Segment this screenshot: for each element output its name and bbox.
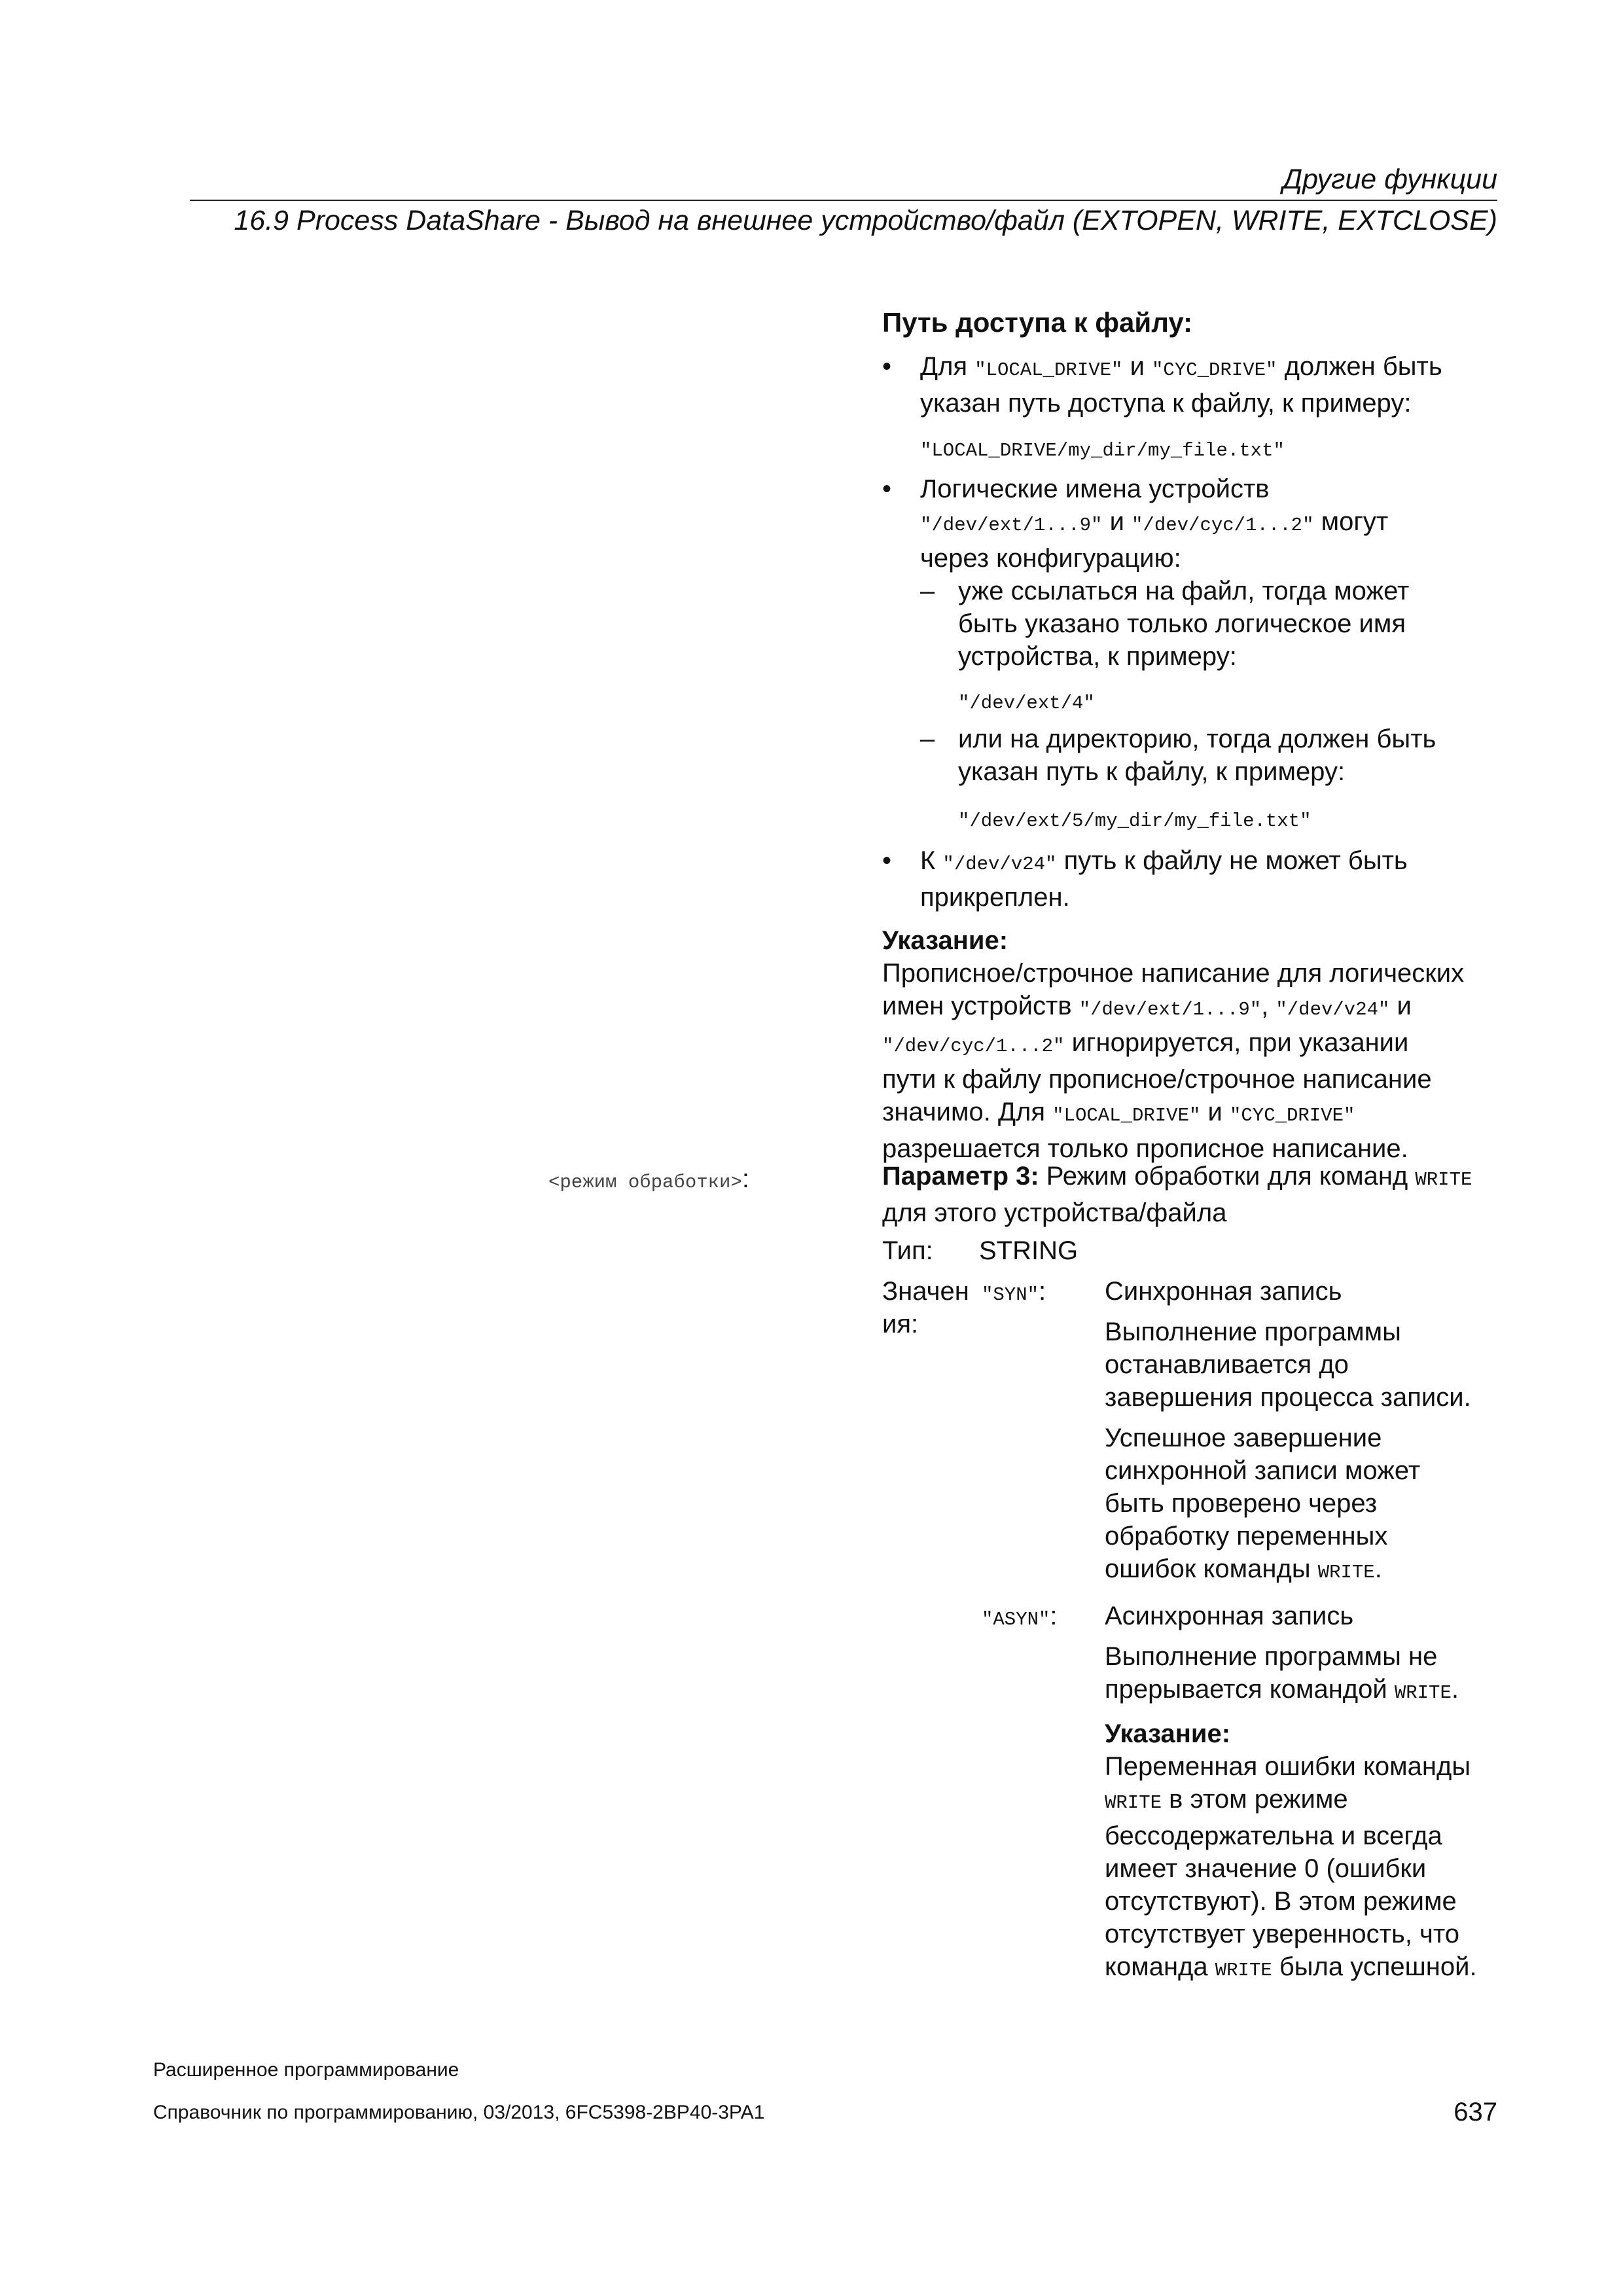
text: имеет значение 0 (ошибки <box>1105 1854 1427 1883</box>
text: . <box>1374 1554 1382 1583</box>
text: синхронной записи может <box>1105 1456 1421 1485</box>
text: Переменная ошибки команды <box>1105 1752 1471 1781</box>
bullet-icon: • <box>882 352 892 381</box>
text: останавливается до <box>1105 1350 1349 1379</box>
code: "/dev/cyc/1...2" <box>882 1035 1065 1057</box>
text: Значен <box>882 1277 969 1306</box>
text: команда <box>1105 1952 1215 1981</box>
code: "CYC_DRIVE" <box>1229 1105 1355 1126</box>
code-write: WRITE <box>1317 1562 1375 1583</box>
text: ия: <box>882 1310 919 1338</box>
code-syn: "SYN" <box>982 1284 1039 1306</box>
text: быть указано только логическое имя <box>958 609 1406 638</box>
text: уже ссылаться на файл, тогда может <box>958 577 1410 605</box>
note-case-sensitivity <box>882 924 1497 1165</box>
bullet-icon: • <box>882 475 892 503</box>
text: отсутствуют). В этом режиме <box>1105 1887 1457 1916</box>
text: Асинхронная запись <box>1105 1602 1354 1630</box>
text: значимо. Для <box>882 1098 1053 1126</box>
text: и <box>1122 352 1152 381</box>
text: Прописное/строчное написание для логических <box>882 959 1465 988</box>
text: через конфигурацию: <box>920 544 1181 573</box>
text: Синхронная запись <box>1105 1277 1342 1306</box>
text: отсутствует уверенность, что <box>1105 1920 1460 1948</box>
asyn-key <box>982 1600 1058 1636</box>
code: "/dev/v24" <box>1275 999 1390 1020</box>
dash-icon: – <box>920 725 935 753</box>
bullet-icon: • <box>882 846 892 875</box>
text: пути к файлу прописное/строчное написание <box>882 1065 1432 1094</box>
text: , <box>1261 992 1276 1020</box>
example-path-3: "/dev/ext/5/my_dir/my_file.txt" <box>958 810 1311 832</box>
text: : <box>741 1164 749 1193</box>
page-number: 637 <box>1454 2098 1497 2126</box>
syn-description <box>1105 1275 1497 1589</box>
param3-title <box>882 1160 1497 1229</box>
text: Режим обработки для команд <box>1039 1162 1416 1191</box>
text: . <box>1451 1675 1459 1704</box>
code: "/dev/ext/1...9" <box>1079 999 1262 1020</box>
code-write: WRITE <box>1394 1682 1452 1704</box>
footer-manual-info: Справочник по программированию, 03/2013, 6FC5398-2BP40-3PA1 <box>153 2102 765 2123</box>
text: бессодержательна и всегда <box>1105 1821 1442 1850</box>
text: была успешной. <box>1272 1952 1477 1981</box>
dash-icon: – <box>920 577 935 605</box>
text: для этого устройства/файла <box>882 1198 1227 1227</box>
type-label: Тип: <box>882 1236 933 1265</box>
running-header-chapter: Другие функции <box>1282 164 1497 195</box>
text: Успешное завершение <box>1105 1424 1382 1452</box>
code-write: WRITE <box>1415 1169 1472 1191</box>
text: Логические имена устройств <box>920 475 1270 503</box>
text: или на директорию, тогда должен быть <box>958 725 1436 753</box>
example-path-1: "LOCAL_DRIVE/my_dir/my_file.txt" <box>920 440 1285 461</box>
syn-key <box>982 1275 1046 1312</box>
param-heading: Параметр 3: <box>882 1162 1039 1191</box>
text: путь к файлу не может быть <box>1056 846 1408 875</box>
text: устройства, к примеру: <box>958 642 1237 671</box>
footer-title: Расширенное программирование <box>153 2059 459 2081</box>
text: : <box>1050 1602 1058 1630</box>
text: имен устройств <box>882 992 1079 1020</box>
code-param-name: <режим обработки> <box>548 1172 742 1193</box>
code: "LOCAL_DRIVE" <box>1052 1105 1201 1126</box>
text: быть проверено через <box>1105 1489 1378 1518</box>
code-dev-ext: "/dev/ext/1...9" <box>920 514 1103 536</box>
text: ошибок команды <box>1105 1554 1318 1583</box>
text: Выполнение программы не <box>1105 1642 1438 1671</box>
text: указан путь доступа к файлу, к примеру: <box>920 389 1412 418</box>
text: завершения процесса записи. <box>1105 1383 1471 1412</box>
text: Для <box>920 352 975 381</box>
text: могут <box>1313 507 1389 536</box>
text: и <box>1200 1098 1230 1126</box>
text: разрешается только прописное написание. <box>882 1134 1408 1163</box>
text: в этом режиме <box>1162 1785 1348 1814</box>
text: Выполнение программы <box>1105 1318 1401 1346</box>
text: игнорируется, при указании <box>1064 1028 1409 1057</box>
text: прикреплен. <box>920 883 1070 912</box>
text: прерывается командой <box>1105 1675 1395 1704</box>
text: обработку переменных <box>1105 1522 1388 1551</box>
code-cyc-drive: "CYC_DRIVE" <box>1152 359 1277 381</box>
running-header-section: 16.9 Process DataShare - Вывод на внешнее устройство/файл (EXTOPEN, WRITE, EXTCLOSE) <box>234 205 1497 236</box>
code-asyn: "ASYN" <box>982 1609 1050 1630</box>
code-write: WRITE <box>1215 1960 1272 1981</box>
values-label <box>882 1275 969 1340</box>
code-dev-v24: "/dev/v24" <box>942 853 1057 875</box>
code-write: WRITE <box>1105 1792 1162 1814</box>
text: К <box>920 846 943 875</box>
code-dev-cyc: "/dev/cyc/1...2" <box>1132 514 1314 536</box>
note-heading: Указание: <box>882 926 1008 955</box>
path-heading: Путь доступа к файлу: <box>882 307 1193 338</box>
param-name-label <box>548 1162 749 1199</box>
header-rule <box>190 200 1497 201</box>
text: : <box>1039 1277 1046 1306</box>
code-local-drive: "LOCAL_DRIVE" <box>974 359 1123 381</box>
asyn-description <box>1105 1600 1497 1987</box>
type-value: STRING <box>979 1236 1079 1265</box>
text: и <box>1389 992 1412 1020</box>
example-path-2: "/dev/ext/4" <box>958 692 1095 714</box>
text: и <box>1102 507 1132 536</box>
text: указан путь к файлу, к примеру: <box>958 757 1346 786</box>
text: должен быть <box>1277 352 1442 381</box>
note-heading: Указание: <box>1105 1719 1231 1748</box>
